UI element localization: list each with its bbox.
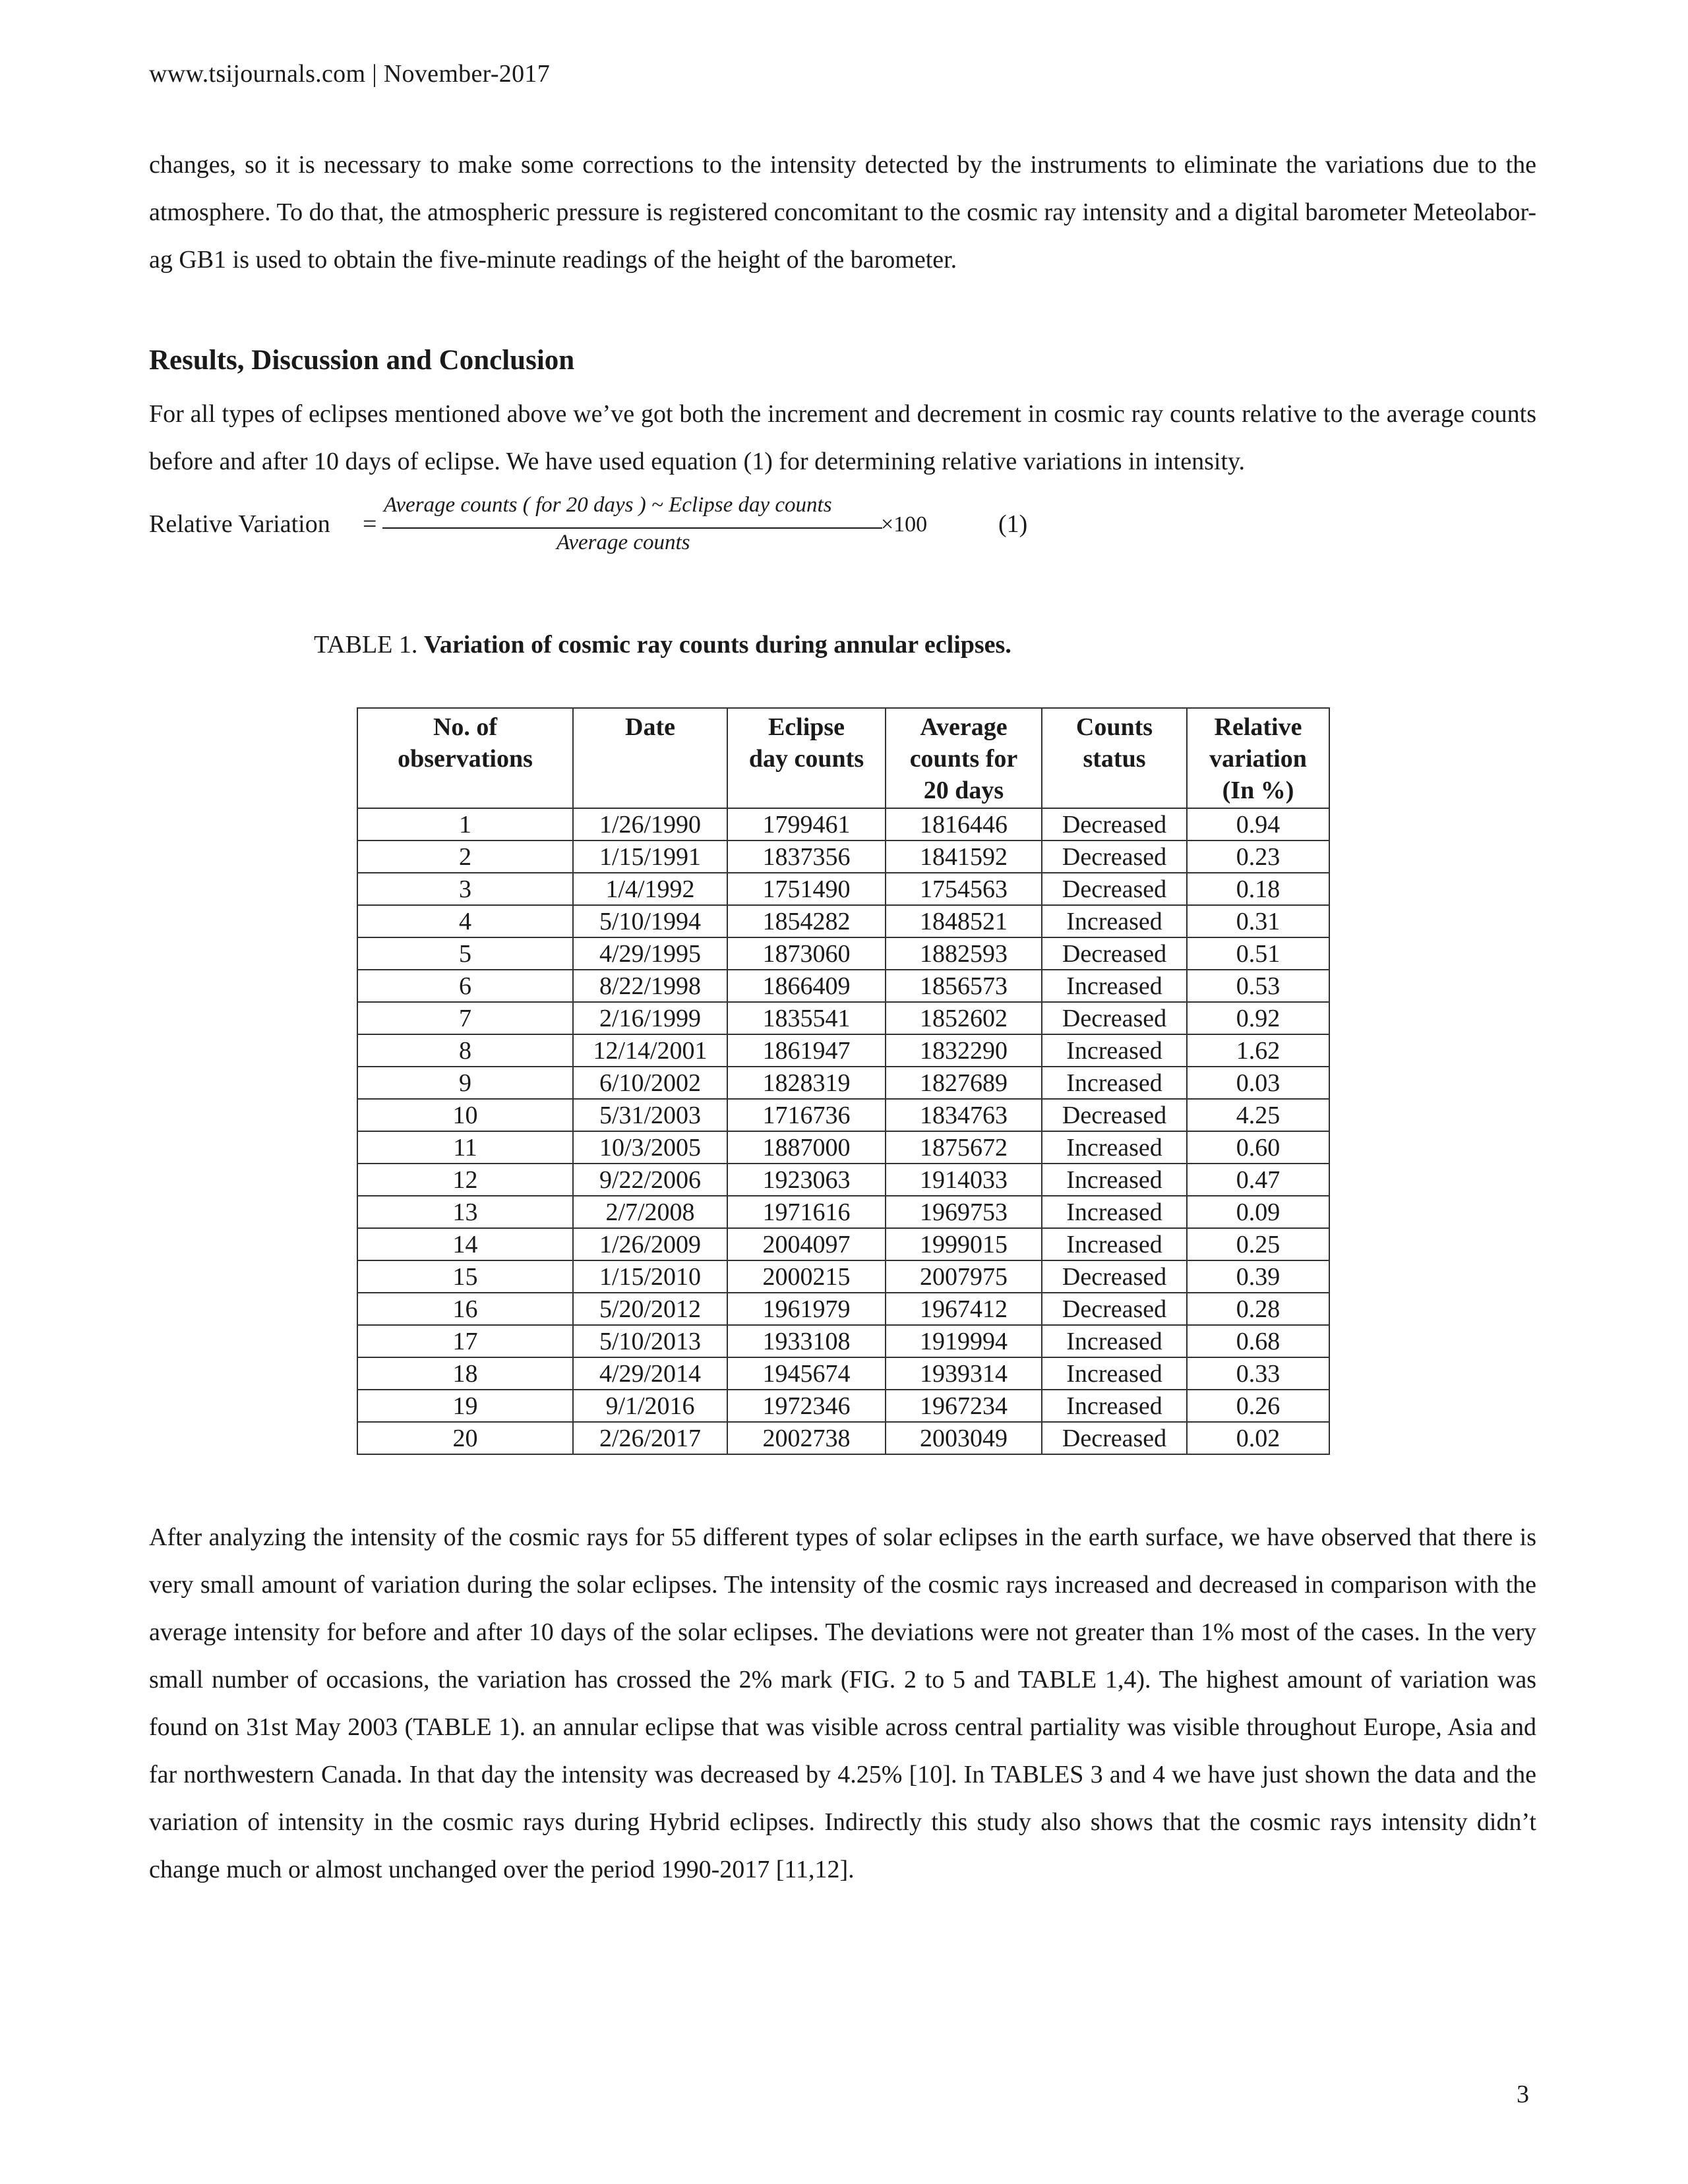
- table-row: [357, 1131, 1329, 1164]
- table-cell: 1939314: [886, 1357, 1042, 1390]
- table-row: [357, 1099, 1329, 1131]
- table-cell: 2/16/1999: [573, 1002, 727, 1034]
- table-cell: 1837356: [727, 841, 886, 873]
- equation-label: Relative Variation: [149, 510, 330, 538]
- table-cell: 0.92: [1187, 1002, 1329, 1034]
- table-cell: 0.51: [1187, 937, 1329, 970]
- table-cell: 1875672: [886, 1131, 1042, 1164]
- table-cell: Increased: [1042, 1067, 1187, 1099]
- table-cell: 0.47: [1187, 1164, 1329, 1196]
- table-cell: 5: [357, 937, 573, 970]
- table-cell: 2003049: [886, 1422, 1042, 1454]
- table-cell: 1: [357, 808, 573, 841]
- table-cell: 9/1/2016: [573, 1390, 727, 1422]
- table-cell: 5/10/1994: [573, 905, 727, 937]
- table-row: [357, 970, 1329, 1002]
- table-cell: 1/26/1990: [573, 808, 727, 841]
- table-cell: 0.68: [1187, 1325, 1329, 1357]
- table-cell: 0.23: [1187, 841, 1329, 873]
- table-cell: Increased: [1042, 1164, 1187, 1196]
- column-header-line: variation: [1209, 745, 1307, 773]
- table-cell: Increased: [1042, 905, 1187, 937]
- table-cell: Increased: [1042, 1357, 1187, 1390]
- table-cell: 12/14/2001: [573, 1034, 727, 1067]
- table-cell: 0.25: [1187, 1228, 1329, 1260]
- table-cell: Decreased: [1042, 873, 1187, 905]
- table-cell: 1751490: [727, 873, 886, 905]
- table-cell: 8: [357, 1034, 573, 1067]
- table-row: [357, 1034, 1329, 1067]
- table-cell: 1799461: [727, 808, 886, 841]
- table-row: [357, 905, 1329, 937]
- journal-header: www.tsijournals.com | November-2017: [149, 60, 550, 88]
- table-cell: 1834763: [886, 1099, 1042, 1131]
- table-cell: 4: [357, 905, 573, 937]
- equation-equals-sign: =: [363, 510, 377, 538]
- table-cell: Decreased: [1042, 1422, 1187, 1454]
- annular-eclipse-table: [357, 707, 1330, 1455]
- column-header-line: Relative: [1214, 713, 1302, 741]
- table-cell: 2004097: [727, 1228, 886, 1260]
- table-cell: 0.94: [1187, 808, 1329, 841]
- table-row: [357, 1067, 1329, 1099]
- table-cell: 1.62: [1187, 1034, 1329, 1067]
- table-cell: 0.31: [1187, 905, 1329, 937]
- table-cell: 0.60: [1187, 1131, 1329, 1164]
- table-cell: 1848521: [886, 905, 1042, 937]
- table-cell: 6: [357, 970, 573, 1002]
- table-cell: 18: [357, 1357, 573, 1390]
- table-cell: 9: [357, 1067, 573, 1099]
- table-cell: 5/10/2013: [573, 1325, 727, 1357]
- table-cell: 1841592: [886, 841, 1042, 873]
- table-caption-prefix: TABLE 1.: [314, 631, 418, 659]
- table-row: [357, 1325, 1329, 1357]
- table-cell: 5/31/2003: [573, 1099, 727, 1131]
- table-body: [357, 808, 1329, 1454]
- column-header-line: (In %): [1222, 777, 1294, 804]
- table-cell: 1754563: [886, 873, 1042, 905]
- table-cell: 1/4/1992: [573, 873, 727, 905]
- equation-multiplier: ×100: [881, 512, 928, 537]
- table-cell: 14: [357, 1228, 573, 1260]
- table-cell: Increased: [1042, 1228, 1187, 1260]
- table-row: [357, 1357, 1329, 1390]
- column-header-line: counts for: [909, 745, 1018, 773]
- table-row: [357, 1196, 1329, 1228]
- table-cell: 1866409: [727, 970, 886, 1002]
- column-header: [1042, 708, 1187, 808]
- table-cell: 2/7/2008: [573, 1196, 727, 1228]
- table-cell: 15: [357, 1260, 573, 1293]
- table-cell: 1861947: [727, 1034, 886, 1067]
- table-cell: 1969753: [886, 1196, 1042, 1228]
- table-cell: 1828319: [727, 1067, 886, 1099]
- table-cell: 1919994: [886, 1325, 1042, 1357]
- table-header-row: [357, 708, 1329, 808]
- table-cell: Decreased: [1042, 808, 1187, 841]
- table-cell: 1933108: [727, 1325, 886, 1357]
- table-cell: 9/22/2006: [573, 1164, 727, 1196]
- table-cell: Decreased: [1042, 1260, 1187, 1293]
- column-header-line: Eclipse: [768, 713, 845, 741]
- column-header-line: observations: [398, 745, 533, 773]
- table-cell: Decreased: [1042, 1099, 1187, 1131]
- table-caption-title: Variation of cosmic ray counts during annular eclipses.: [423, 631, 1011, 659]
- table-cell: 19: [357, 1390, 573, 1422]
- table-cell: 1887000: [727, 1131, 886, 1164]
- table-cell: 1854282: [727, 905, 886, 937]
- table-cell: 1816446: [886, 808, 1042, 841]
- table-cell: 0.28: [1187, 1293, 1329, 1325]
- table-cell: 8/22/1998: [573, 970, 727, 1002]
- table-cell: 1967412: [886, 1293, 1042, 1325]
- table-cell: 0.26: [1187, 1390, 1329, 1422]
- table-cell: 0.33: [1187, 1357, 1329, 1390]
- table-cell: 17: [357, 1325, 573, 1357]
- table-cell: Decreased: [1042, 841, 1187, 873]
- table-cell: 16: [357, 1293, 573, 1325]
- table-row: [357, 841, 1329, 873]
- table-cell: 0.03: [1187, 1067, 1329, 1099]
- column-header-line: 20 days: [923, 777, 1004, 804]
- table-row: [357, 1002, 1329, 1034]
- table-cell: Increased: [1042, 1325, 1187, 1357]
- table-cell: 1972346: [727, 1390, 886, 1422]
- table-cell: 0.09: [1187, 1196, 1329, 1228]
- table-cell: 12: [357, 1164, 573, 1196]
- table-cell: 10: [357, 1099, 573, 1131]
- table-cell: 2/26/2017: [573, 1422, 727, 1454]
- paragraph-relative-variation-intro: For all types of eclipses mentioned above we’ve got both the increment and decrement in cosmic ray counts relative to the average counts before and after 10 days of eclipse. We have used equation (1) for determining relative variations in intensity.: [149, 400, 1536, 475]
- table-row: [357, 1422, 1329, 1454]
- table-cell: 1716736: [727, 1099, 886, 1131]
- table-cell: 13: [357, 1196, 573, 1228]
- table-cell: 0.39: [1187, 1260, 1329, 1293]
- table-cell: 1961979: [727, 1293, 886, 1325]
- table-cell: 0.53: [1187, 970, 1329, 1002]
- table-cell: Increased: [1042, 1390, 1187, 1422]
- table-cell: Increased: [1042, 970, 1187, 1002]
- table-row: [357, 808, 1329, 841]
- table-row: [357, 1260, 1329, 1293]
- column-header-line: Average: [920, 713, 1008, 741]
- column-header: [357, 708, 573, 808]
- table-cell: 1873060: [727, 937, 886, 970]
- table-cell: 1832290: [886, 1034, 1042, 1067]
- column-header: [1187, 708, 1329, 808]
- table-row: [357, 937, 1329, 970]
- section-title: Results, Discussion and Conclusion: [149, 345, 575, 376]
- fraction-bar: [382, 527, 882, 529]
- page-number: 3: [1517, 2081, 1529, 2108]
- paragraph-atmospheric-correction: changes, so it is necessary to make some corrections to the intensity detected by the instruments to eliminate the variations due to the atmosphere. To do that, the atmospheric pressure is registered concomitant to the cosmic ray intensity and a digital barometer Meteolabor-ag GB1 is used to obtain the five-minute readings of the height of the barometer.: [149, 151, 1536, 274]
- column-header: [727, 708, 886, 808]
- table-cell: Decreased: [1042, 1293, 1187, 1325]
- table-cell: 1/26/2009: [573, 1228, 727, 1260]
- table-cell: 4/29/2014: [573, 1357, 727, 1390]
- table-row: [357, 873, 1329, 905]
- table-cell: 1999015: [886, 1228, 1042, 1260]
- table-cell: 1827689: [886, 1067, 1042, 1099]
- table-cell: Decreased: [1042, 937, 1187, 970]
- column-header-line: Date: [625, 713, 675, 741]
- table-cell: 2002738: [727, 1422, 886, 1454]
- column-header-line: No. of: [433, 713, 498, 741]
- table-cell: 0.18: [1187, 873, 1329, 905]
- table-row: [357, 1390, 1329, 1422]
- table-cell: 1923063: [727, 1164, 886, 1196]
- table-cell: Increased: [1042, 1131, 1187, 1164]
- table-cell: 1882593: [886, 937, 1042, 970]
- table-row: [357, 1164, 1329, 1196]
- table-cell: 1914033: [886, 1164, 1042, 1196]
- table-cell: 1835541: [727, 1002, 886, 1034]
- table-row: [357, 1293, 1329, 1325]
- table-cell: 20: [357, 1422, 573, 1454]
- column-header: [573, 708, 727, 808]
- paragraph-analysis-conclusion: After analyzing the intensity of the cosmic rays for 55 different types of solar eclipses in the earth surface, we have observed that there is very small amount of variation during the solar eclipses. The intensity of the cosmic rays increased and decreased in comparison with the average intensity for before and after 10 days of the solar eclipses. The deviations were not greater than 1% most of the cases. In the very small number of occasions, the variation has crossed the 2% mark (FIG. 2 to 5 and TABLE 1,4). The highest amount of variation was found on 31st May 2003 (TABLE 1). an annular eclipse that was visible across central partiality was visible throughout Europe, Asia and far northwestern Canada. In that day the intensity was decreased by 4.25% [10]. In TABLES 3 and 4 we have just shown the data and the variation of intensity in the cosmic rays during Hybrid eclipses. Indirectly this study also shows that the cosmic rays intensity didn’t change much or almost unchanged over the period 1990-2017 [11,12].: [149, 1523, 1536, 1883]
- equation-denominator: Average counts: [557, 531, 690, 554]
- table-cell: 4.25: [1187, 1099, 1329, 1131]
- table-cell: 0.02: [1187, 1422, 1329, 1454]
- table-cell: 11: [357, 1131, 573, 1164]
- table-cell: 6/10/2002: [573, 1067, 727, 1099]
- table-row: [357, 1228, 1329, 1260]
- table-cell: Increased: [1042, 1196, 1187, 1228]
- column-header-line: status: [1083, 745, 1146, 773]
- table-cell: Decreased: [1042, 1002, 1187, 1034]
- table-cell: 2: [357, 841, 573, 873]
- table-cell: 1852602: [886, 1002, 1042, 1034]
- table-caption: [314, 630, 1011, 659]
- column-header-line: day counts: [748, 745, 864, 773]
- table-cell: 1856573: [886, 970, 1042, 1002]
- table-cell: 2000215: [727, 1260, 886, 1293]
- table-cell: 1967234: [886, 1390, 1042, 1422]
- table-cell: 1/15/2010: [573, 1260, 727, 1293]
- equation-numerator: Average counts ( for 20 days ) ~ Eclipse day counts: [384, 493, 832, 517]
- table-cell: 7: [357, 1002, 573, 1034]
- table-cell: 10/3/2005: [573, 1131, 727, 1164]
- column-header-line: Counts: [1075, 713, 1153, 741]
- table-cell: 1/15/1991: [573, 841, 727, 873]
- table-cell: Increased: [1042, 1034, 1187, 1067]
- table-cell: 1945674: [727, 1357, 886, 1390]
- table-cell: 3: [357, 873, 573, 905]
- equation-number: (1): [998, 510, 1028, 538]
- table-cell: 4/29/1995: [573, 937, 727, 970]
- table-cell: 2007975: [886, 1260, 1042, 1293]
- table-cell: 5/20/2012: [573, 1293, 727, 1325]
- table-cell: 1971616: [727, 1196, 886, 1228]
- column-header: [886, 708, 1042, 808]
